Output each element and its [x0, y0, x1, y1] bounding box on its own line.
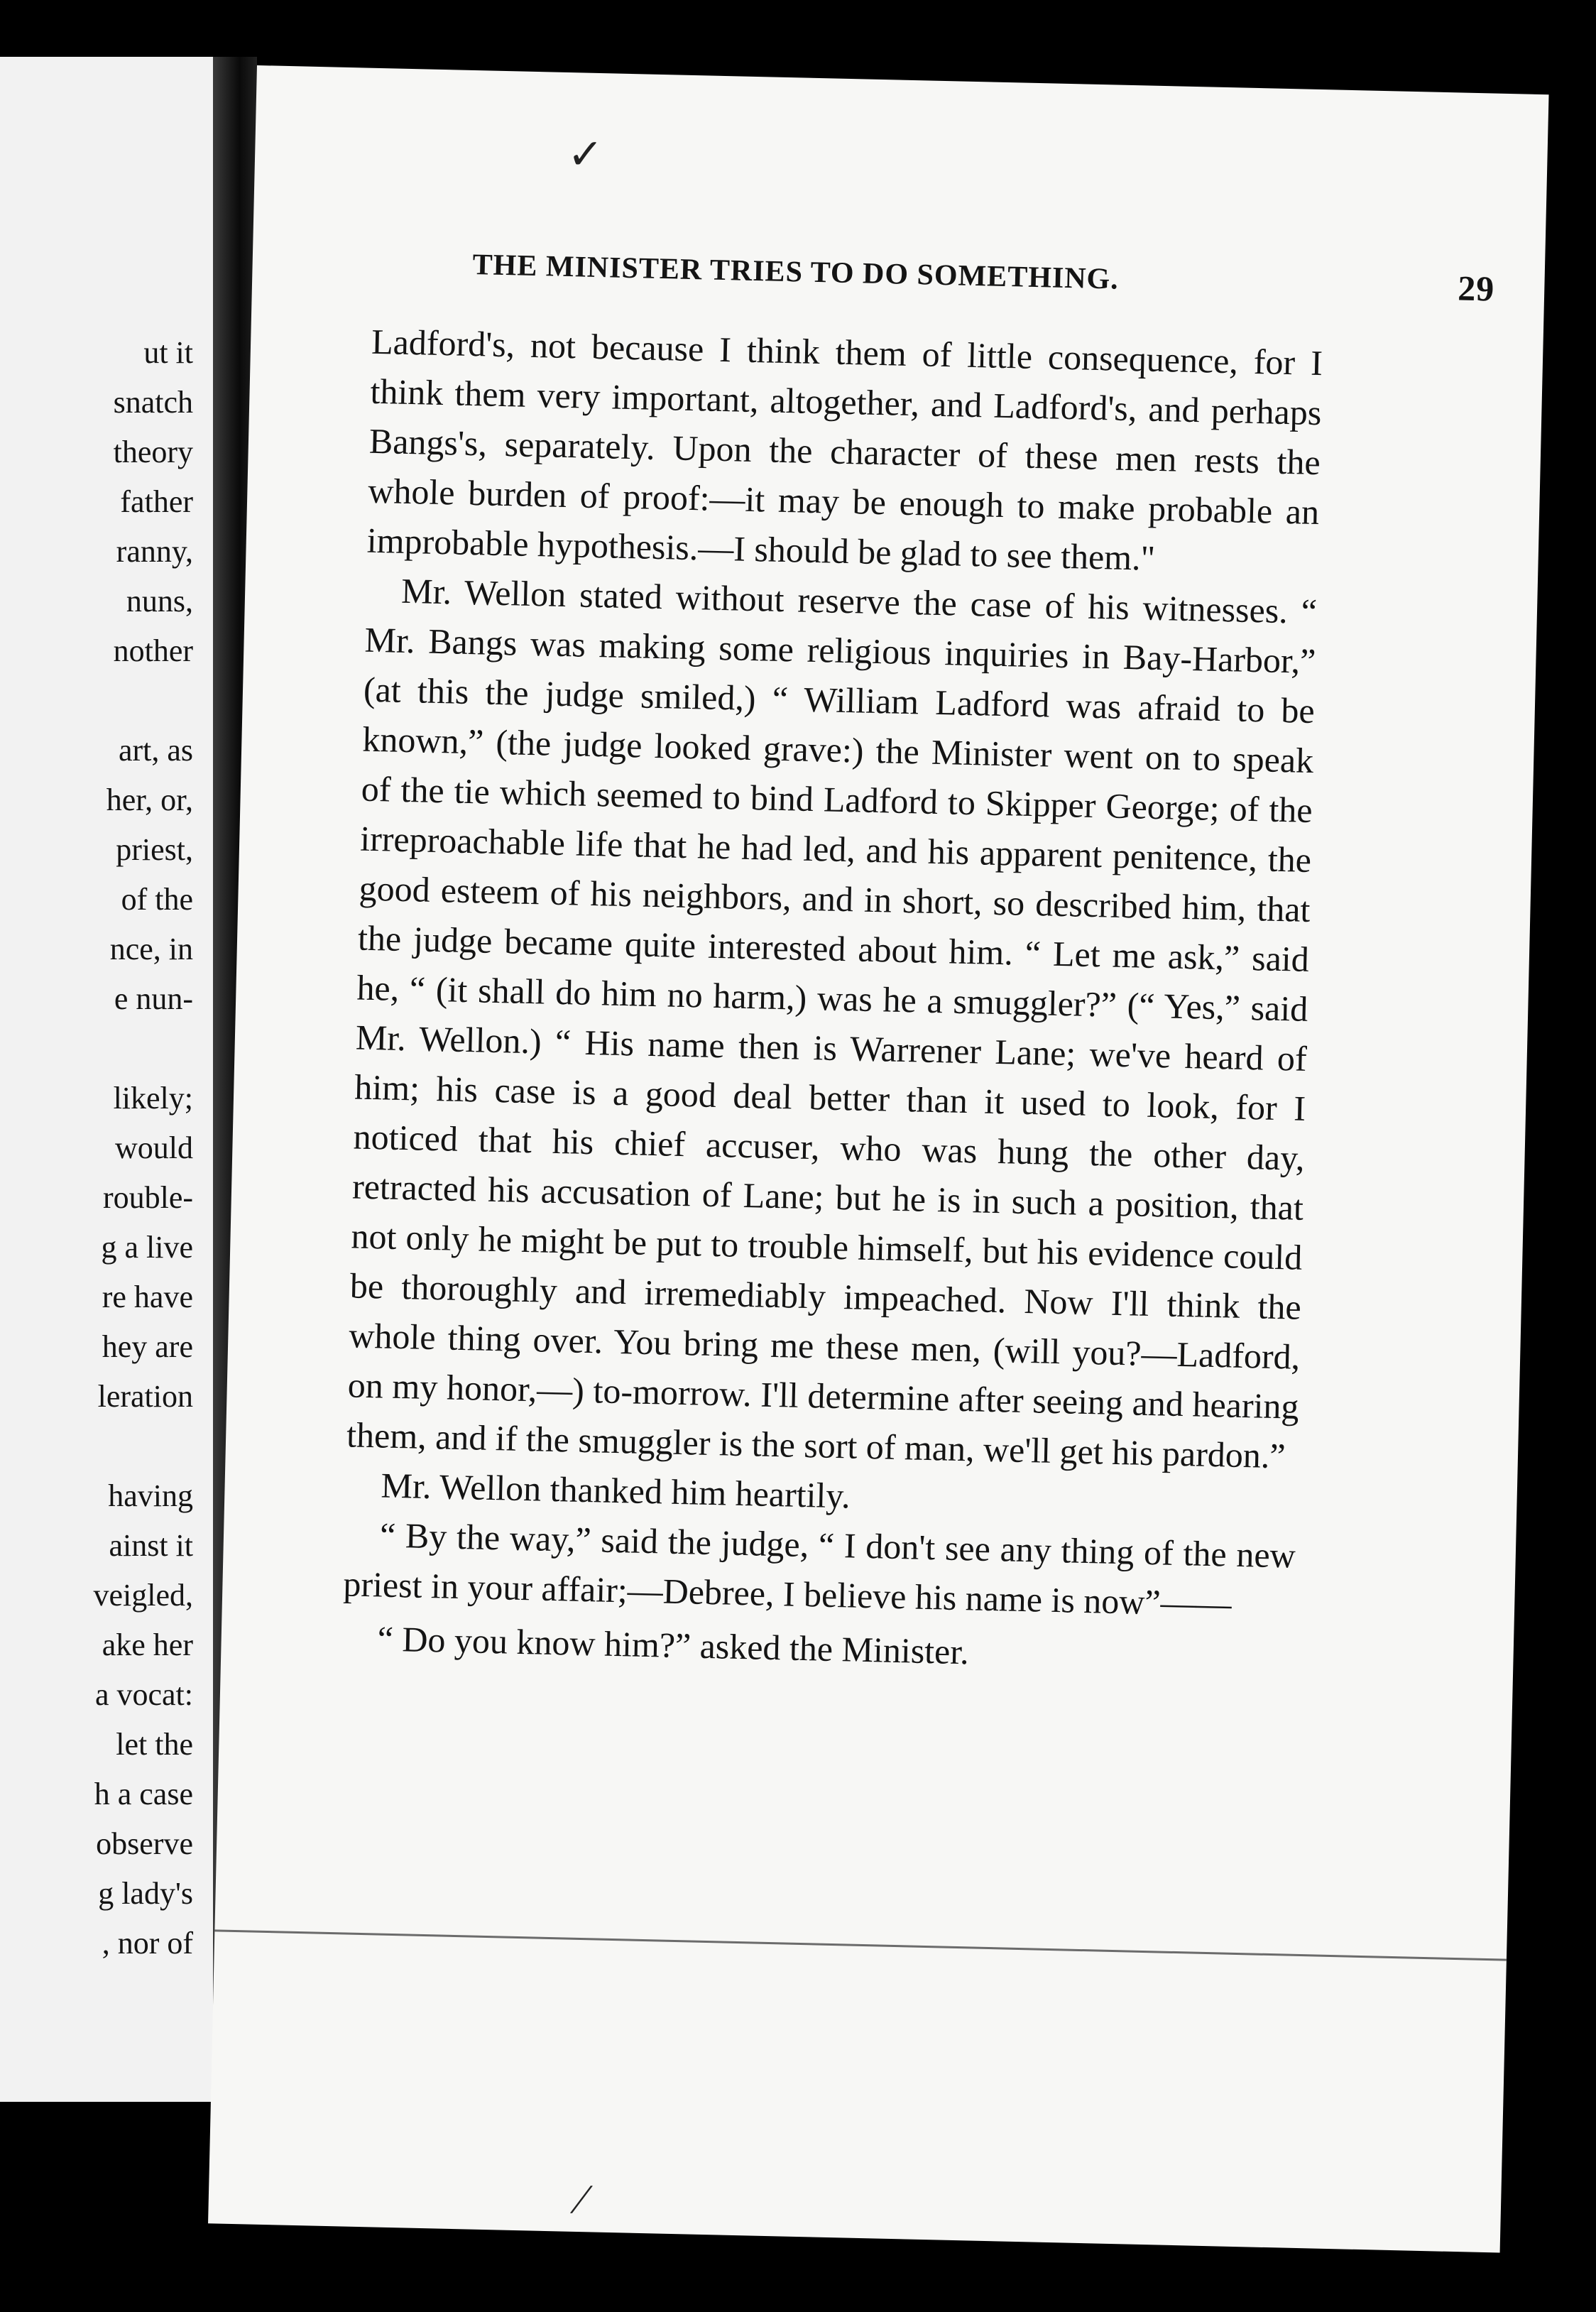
facing-page-fragment: of the	[121, 882, 193, 917]
paragraph: “ Do you know him?” asked the Minister.	[377, 1618, 970, 1672]
facing-page-fragment: father	[120, 484, 193, 519]
facing-page-left	[0, 57, 213, 2102]
running-title: THE MINISTER TRIES TO DO SOMETHING.	[472, 248, 1120, 296]
scan-mark: ✓	[567, 130, 604, 179]
running-head	[472, 248, 1495, 309]
facing-page-fragment: nuns,	[126, 584, 193, 618]
facing-page-fragment: would	[115, 1130, 193, 1165]
paragraph: Mr. Wellon stated without reserve the case of his witnesses. “ Mr. Bangs was making some religious inquiries in Bay-Harbor,” (at this the judge smiled,) “ William Ladford was afraid to be known,” (the judge looked grave:) the Minister went on to speak of the tie which seemed to bind Ladford to Skipper George; of the irreproachable life that he had led, and his apparent penitence, the good esteem of his neighbors, and in short, so described him, that the judge became quite interested about him. “ Let me ask,” said he, “ (it shall do him no harm,) was he a smuggler?” (“ Yes,” said Mr. Wellon.) “ His name then is Warrener Lane; we've heard of him; his case is a good deal better than it used to look, for I noticed that his chief accuser, who was hung the other day, retracted his accusation of Lane; but he is in such a position, that not only he might be put to trouble himself, but his evidence could be thoroughly and irremediably impeached. Now I'll think the whole thing over. You bring me these men, (will you?—Ladford, on my honor,—) to-morrow. I'll determine after seeing and hearing them, and if the smuggler is the sort of man, we'll get his pardon.”	[346, 570, 1318, 1476]
facing-page-fragment: hey are	[102, 1329, 193, 1364]
facing-page-fragment: let the	[116, 1727, 193, 1762]
book-page	[208, 65, 1549, 2253]
facing-page-fragment: likely;	[113, 1081, 193, 1116]
facing-page-fragment: , nor of	[102, 1926, 193, 1961]
facing-page-fragment: rouble-	[102, 1180, 193, 1215]
scan-mark: ∕	[577, 2176, 586, 2223]
facing-page-fragment: ut it	[143, 335, 193, 370]
facing-page-fragment: observe	[96, 1826, 193, 1861]
paragraph: “ By the way,” said the judge, “ I don't see any thing of the new priest in your affair;—Debree, I believe his name is now”——	[342, 1515, 1296, 1624]
facing-page-fragment: priest,	[116, 832, 193, 867]
facing-page-fragment: nother	[113, 633, 193, 668]
facing-page-fragment: g a live	[101, 1230, 193, 1265]
facing-page-fragment: nce, in	[109, 932, 193, 966]
facing-page-fragment: ake her	[102, 1627, 193, 1662]
facing-page-fragment: g lady's	[98, 1876, 193, 1911]
facing-page-fragment: veigled,	[93, 1578, 193, 1613]
facing-page-fragment: ainst it	[109, 1528, 193, 1563]
facing-page-fragment: her, or,	[106, 783, 193, 817]
facing-page-fragment: theory	[113, 435, 193, 469]
facing-page-fragment: art, as	[118, 733, 193, 768]
facing-page-fragment: a vocat:	[94, 1677, 193, 1712]
paragraph-continued: Ladford's, not because I think them of little consequence, for I think them very important, altogether, and Ladford's, and perhaps Bangs's, separately. Upon the character of these men rests the whole burden of proof:—it may be enough to make probable an improbable hypothesis.—I should be glad to see them."	[366, 321, 1323, 578]
facing-page-fragment: having	[108, 1478, 193, 1513]
paragraph: Mr. Wellon thanked him heartily.	[381, 1465, 851, 1516]
facing-page-fragment: re have	[102, 1280, 193, 1314]
facing-page-fragment: e nun-	[114, 981, 193, 1016]
facing-page-fragment: ranny,	[116, 534, 193, 569]
facing-page-fragment: h a case	[94, 1777, 193, 1811]
facing-page-fragment: snatch	[113, 385, 193, 420]
facing-page-fragment: leration	[97, 1379, 193, 1414]
page-number: 29	[1457, 268, 1495, 309]
scan-artifact-line	[214, 1929, 1507, 1961]
body-text	[341, 317, 1323, 1684]
